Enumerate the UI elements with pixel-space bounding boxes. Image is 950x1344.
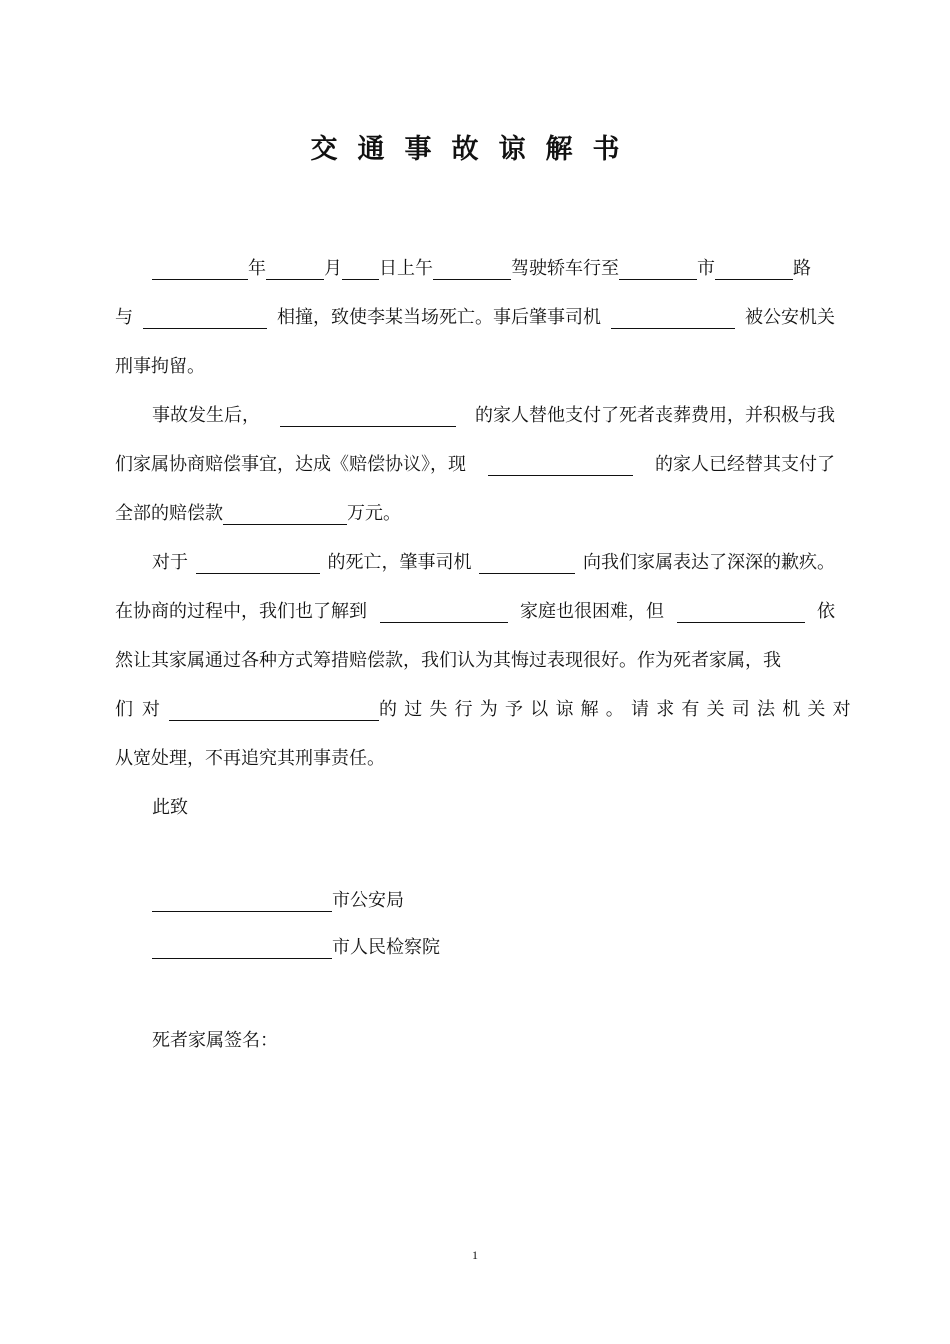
blank-procuratorate-city-field[interactable] (152, 934, 332, 959)
blank-driver-household-field[interactable] (380, 598, 508, 623)
para2-line3 (115, 499, 401, 529)
blank-road-field[interactable] (715, 255, 793, 280)
para2-line2 (115, 450, 835, 480)
para1-line2 (115, 303, 835, 333)
label-detained: 被公安机关 (745, 307, 835, 328)
para1-line1 (152, 254, 811, 284)
para3-line4 (115, 695, 858, 725)
para2-line1 (152, 401, 835, 431)
closing (152, 793, 188, 823)
label-death: 的死亡，肇事司机 (327, 552, 472, 573)
label-after-accident: 事故发生后， (152, 405, 260, 426)
label-lenient: 从宽处理，不再追究其刑事责任。 (115, 748, 385, 769)
recipient-procuratorate (152, 933, 440, 963)
label-year: 年 (248, 258, 266, 279)
para3-line3 (115, 646, 835, 676)
label-yi: 依 (817, 601, 835, 622)
page-number: 1 (472, 1248, 478, 1262)
label-still-raised: 然让其家属通过各种方式筹措赔偿款，我们认为其悔过表现很好。作为死者家属，我 (115, 650, 781, 671)
blank-month-field[interactable] (266, 255, 324, 280)
blank-family-name-field[interactable] (488, 451, 633, 476)
blank-other-party-field[interactable] (143, 304, 267, 329)
blank-driver-name-2-field[interactable] (677, 598, 805, 623)
label-we-to: 们对 (115, 699, 169, 720)
label-police-bureau: 市公安局 (332, 890, 404, 911)
blank-amount-field[interactable] (223, 500, 347, 525)
blank-driver-fault-field[interactable] (169, 696, 379, 721)
label-day-am: 日上午 (379, 258, 433, 279)
para3-line1 (152, 548, 835, 578)
blank-driver-apology-field[interactable] (479, 549, 575, 574)
label-with: 与 (115, 307, 133, 328)
label-signature: 死者家属签名： (152, 1030, 278, 1051)
label-total-compensation: 全部的赔偿款 (115, 503, 223, 524)
blank-city-field[interactable] (619, 255, 697, 280)
label-hardship: 家庭也很困难，但 (520, 601, 664, 622)
label-family-paid: 的家人替他支付了死者丧葬费用，并积极与我 (475, 405, 835, 426)
label-process: 在协商的过程中，我们也了解到 (115, 601, 367, 622)
label-procuratorate: 市人民检察院 (332, 937, 440, 958)
para3-line5 (115, 744, 385, 774)
blank-deceased-field[interactable] (196, 549, 320, 574)
label-closing: 此致 (152, 797, 188, 818)
label-wan-yuan: 万元。 (347, 503, 401, 524)
blank-day-field[interactable] (342, 255, 379, 280)
blank-driver-field[interactable] (433, 255, 511, 280)
label-for: 对于 (152, 552, 188, 573)
label-month: 月 (324, 258, 342, 279)
label-collision: 相撞，致使李某当场死亡。事后肇事司机 (277, 307, 601, 328)
label-forgive-request: 的过失行为予以谅解。请求有关司法机关对 (379, 699, 858, 720)
label-paid-all: 的家人已经替其支付了 (655, 454, 835, 475)
para3-line2 (115, 597, 835, 627)
label-road: 路 (793, 258, 811, 279)
blank-driver-family-field[interactable] (280, 402, 456, 427)
label-drove: 驾驶轿车行至 (511, 258, 619, 279)
label-apology: 向我们家属表达了深深的歉疚。 (583, 552, 835, 573)
recipient-police (152, 886, 404, 916)
signature-line (152, 1026, 278, 1056)
label-negotiate: 们家属协商赔偿事宜，达成《赔偿协议》，现 (115, 454, 466, 475)
blank-driver-name-field[interactable] (611, 304, 735, 329)
label-city: 市 (697, 258, 715, 279)
para1-line3 (115, 352, 205, 382)
label-detained-2: 刑事拘留。 (115, 356, 205, 377)
blank-year-field[interactable] (152, 255, 248, 280)
blank-police-city-field[interactable] (152, 887, 332, 912)
page-title: 交通事故谅解书 (310, 134, 640, 165)
